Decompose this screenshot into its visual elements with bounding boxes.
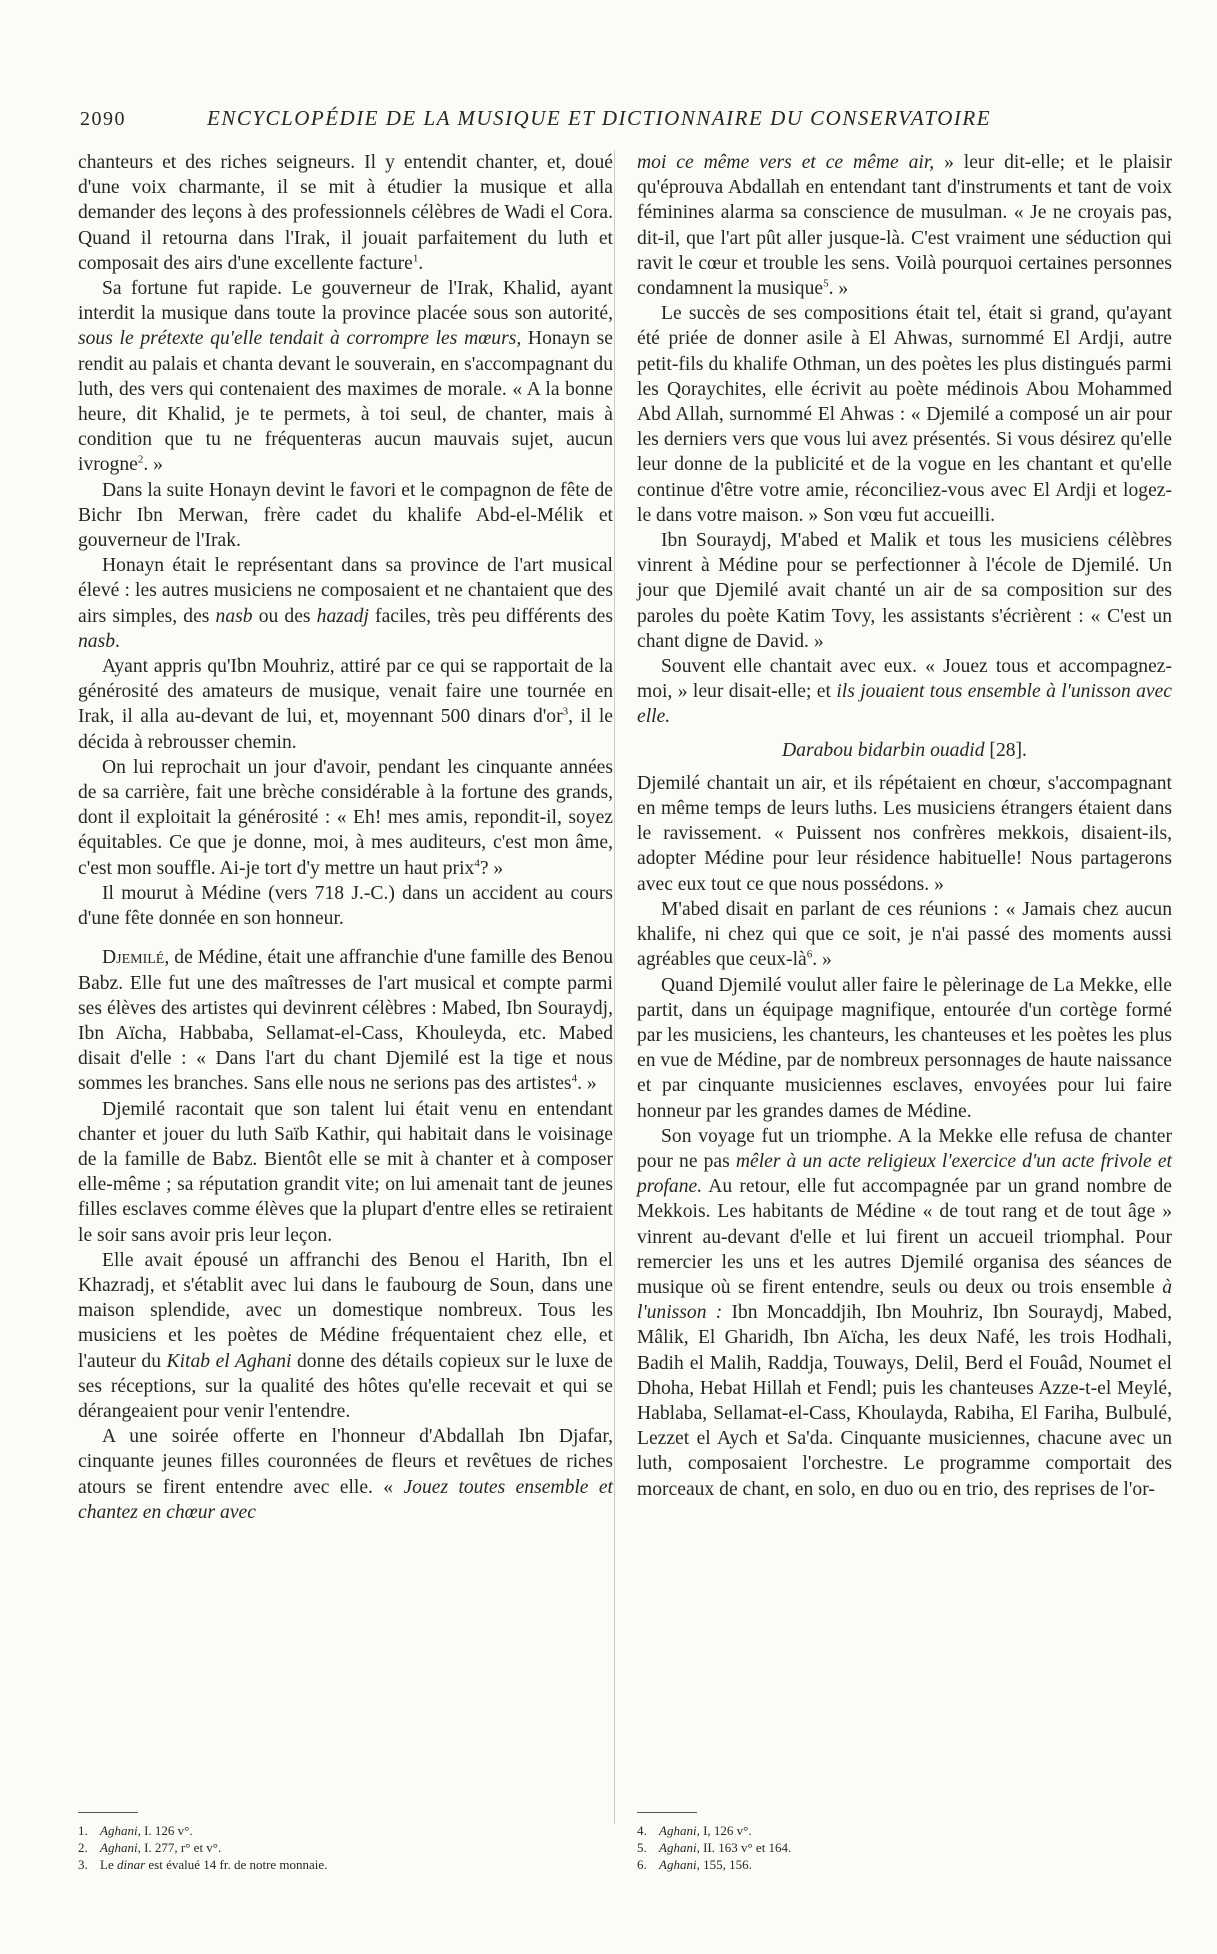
paragraph: Dans la suite Honayn devint le favori et le compagnon de fête de Bichr Ibn Merwan, frère cadet du khalife Abd-el-Mélik et gouverneur de l'Irak. bbox=[78, 479, 613, 552]
paragraph: Sa fortune fut rapide. Le gouverneur de l'Irak, Khalid, ayant interdit la musique dans toute la province placée sous son autorité, sous le prétexte qu'elle tendait à corrompre les mœurs, Honayn se rendit au palais et chanta devant le souverain, en s'accompagnant du luth, des vers qui contenaient des maximes de morale. « A la bonne heure, dit Khalid, je te permets, à toi seul, de chanter, mais à condition que tu ne fréquenteras aucun mauvais sujet, aucun ivrogne$^2$. » bbox=[78, 278, 613, 476]
column-divider bbox=[614, 150, 615, 1824]
footnote-ref[interactable]: 6 bbox=[806, 948, 813, 961]
footnote: 5. Aghani, II. 163 v° et 164. bbox=[637, 1840, 792, 1855]
footnote: 1. Aghani, I. 126 v°. bbox=[78, 1823, 193, 1838]
right-column bbox=[637, 150, 1172, 1502]
paragraph: moi ce même vers et ce même air, » leur dit-elle; et le plaisir qu'éprouva Abdallah en entendant tant d'instruments et tant de voix féminines alarma sa conscience de musulman. « Je ne croyais pas, dit-il, que l'art pût aller jusque-là. C'est vraiment une séduction qui ravit le cœur et trouble les sens. Voilà pourquoi certaines personnes condamnent la musique$^5$. » bbox=[637, 152, 1172, 300]
paragraph: Djemilé racontait que son talent lui était venu en entendant chanter et jouer du luth Saïb Kathir, qui habitait dans le voisinage de la famille de Babz. Bientôt elle se mit à chanter et à composer elle-même ; sa réputation grandit vite; on lui amenait tant de jeunes filles esclaves comme élèves que la plupart d'entre elles se retiraient le soir sans avoir pris leur leçon. bbox=[78, 1098, 613, 1246]
paragraph: Djemilé chantait un air, et ils répétaient en chœur, s'accompagnant en même temps de leurs luths. Les musiciens étrangers étaient dans le ravissement. « Puissent nos confrères mekkois, disaient-ils, adopter Médine pour leur résidence habituelle! Nous partagerons avec eux tout ce que nous possédons. » bbox=[637, 772, 1172, 895]
footnote: 3. Le dinar est évalué 14 fr. de notre monnaie. bbox=[78, 1857, 328, 1872]
footnote-ref[interactable]: 1 bbox=[412, 252, 419, 265]
footnote-ref[interactable]: 4 bbox=[474, 857, 480, 870]
footnote: 4. Aghani, I, 126 v°. bbox=[637, 1823, 752, 1838]
song-title: Darabou bidarbin ouadid [28]. bbox=[782, 739, 1027, 761]
running-title: ENCYCLOPÉDIE DE LA MUSIQUE ET DICTIONNAIRE DU CONSERVATOIRE bbox=[207, 106, 992, 130]
left-column bbox=[78, 150, 613, 1525]
footnote-ref[interactable]: 2 bbox=[137, 453, 144, 466]
paragraph: Quand Djemilé voulut aller faire le pèlerinage de La Mekke, elle partit, dans un équipage magnifique, entourée d'un cortège formé par les musiciens, les chanteurs, les chanteuses et les poètes les plus en vue de Médine, par de nombreux personnages de haute naissance et par cinquante musiciennes esclaves, envoyées pour lui faire honneur par les grandes dames de Médine. bbox=[637, 974, 1172, 1122]
footnotes-left bbox=[78, 1822, 598, 1873]
paragraph: Djemilé, de Médine, était une affranchie d'une famille des Benou Babz. Elle fut une des maîtresses de l'art musical et compte parmi ses élèves des artistes qui devinrent célèbres : Mabed, Ibn Souraydj, Ibn Aïcha, Habbaba, Sellamat-el-Cass, Khouleyda, etc. Mabed disait d'elle : « Dans l'art du chant Djemilé est la tige et nous sommes les branches. Sans elle nous ne serions pas des artistes$^4$. » bbox=[78, 947, 613, 1095]
footnote-ref[interactable]: 5 bbox=[823, 277, 829, 290]
paragraph: Souvent elle chantait avec eux. « Jouez tous et accompagnez-moi, » leur disait-elle; et ils jouaient tous ensemble à l'unisson avec elle. bbox=[637, 656, 1172, 728]
paragraph: A une soirée offerte en l'honneur d'Abdallah Ibn Djafar, cinquante jeunes filles couronnées de fleurs et revêtues de riches atours se firent entendre avec elle. « Jouez toutes ensemble et chantez en chœur avec bbox=[78, 1426, 614, 1523]
paragraph: Il mourut à Médine (vers 718 J.-C.) dans un accident au cours d'une fête donnée en son honneur. bbox=[78, 882, 613, 930]
footnote-separator bbox=[637, 1812, 697, 1813]
paragraph: On lui reprochait un jour d'avoir, pendant les cinquante années de sa carrière, fait une brèche considérable à la fortune des grands, dont il exploitait la générosité : « Eh! mes amis, repondit-il, soyez équitables. Ce que je donne, moi, à mes auditeurs, c'est mon âme, c'est mon souffle. Ai-je tort d'y mettre un haut prix$^4$? » bbox=[78, 756, 613, 879]
footnote: 2. Aghani, I. 277, r° et v°. bbox=[78, 1840, 222, 1855]
entry-heading: Djemilé bbox=[102, 947, 165, 969]
paragraph: Elle avait épousé un affranchi des Benou el Harith, Ibn el Khazradj, et s'établit avec lui dans le faubourg de Soun, dans une maison splendide, avec un domestique nombreux. Tous les musiciens et les poètes de Médine fréquentaient chez elle, et l'auteur du Kitab el Aghani donne des détails copieux sur le luxe de ses réceptions, sur la qualité des hôtes qu'elle recevait et qui se dérangeaient pour venir l'entendre. bbox=[78, 1249, 613, 1422]
paragraph: Son voyage fut un triomphe. A la Mekke elle refusa de chanter pour ne pas mêler à un acte religieux l'exercice d'un acte frivole et profane. Au retour, elle fut accompagnée par un grand nombre de Mekkois. Les habitants de Médine « de tout rang et de tout âge » vinrent au-devant d'elle et lui firent un accueil triomphal. Pour remercier les uns et les autres Djemilé organisa des séances de musique où se firent entendre, seuls ou deux ou trois ensemble à l'unisson : Ibn Moncaddjih, Ibn Mouhriz, Ibn Souraydj, Mabed, Mâlik, El Gharidh, Ibn Aïcha, les deux Nafé, les trois Hodhali, Badih el Malih, Raddja, Touways, Delil, Berd el Fouâd, Noumet el Dhoha, Hebat Hillah et Fendl; puis les chanteuses Azze-t-el Meylé, Hablaba, Sellamat-el-Cass, Khoulayda, Rabiha, El Fariha, Bulbulé, Lezzet el Aych et Sa'da. Cinquante musiciennes, chacune avec un luth, composaient l'orchestre. Le programme comportait des morceaux de chant, en solo, en duo ou en trio, des reprises de l'or- bbox=[637, 1125, 1172, 1500]
footnote-separator bbox=[78, 1812, 138, 1813]
footnote-ref[interactable]: 4 bbox=[571, 1072, 578, 1085]
paragraph: M'abed disait en parlant de ces réunions : « Jamais chez aucun khalife, ni chez qui que ce soit, je n'ai passé des moments aussi agréables que ceux-$là^6$. » bbox=[637, 898, 1172, 971]
paragraph: Ibn Souraydj, M'abed et Malik et tous les musiciens célèbres vinrent à Médine pour se perfectionner à l'école de Djemilé. Un jour que Djemilé avait chanté un air de sa composition sur des paroles du poète Katim Tovy, les assistants s'écrièrent : « C'est un chant digne de David. » bbox=[637, 530, 1172, 652]
footnote: 6. Aghani, 155, 156. bbox=[637, 1857, 752, 1872]
page-header bbox=[70, 104, 1044, 134]
paragraph: Ayant appris qu'Ibn Mouhriz, attiré par ce qui se rapportait de la générosité des amateurs de musique, venait faire une tournée en Irak, il alla au-devant de lui, et, moyennant 500 dinars $d'or^3$, il le décida à rebrousser chemin. bbox=[78, 656, 613, 753]
paragraph: Honayn était le représentant dans sa province de l'art musical élevé : les autres musiciens ne composaient et ne chantaient que des airs simples, des nasb ou des hazadj faciles, très peu différents des nasb. bbox=[78, 555, 613, 652]
paragraph: chanteurs et des riches seigneurs. Il y entendit chanter, et, doué d'une voix charmante, il se mit à étudier la musique et alla demander des leçons à des professionnels célèbres de Wadi el Cora. Quand il retourna dans l'Irak, il jouait parfaitement du luth et composait des airs d'une excellente facture$^1$. bbox=[78, 152, 613, 274]
footnote-ref[interactable]: 3 bbox=[562, 705, 569, 718]
page-number: 2090 bbox=[80, 108, 126, 130]
paragraph: Le succès de ses compositions était tel, était si grand, qu'ayant été priée de donner asile à El Ahwas, surnommé El Ardji, autre petit-fils du khalife Othman, un des poètes les plus distingués parmi les Qoraychites, elle écrivit au poète médinois Abou Mohammed Abd Allah, surnommé El Ahwas : « Djemilé a composé un air pour les derniers vers que vous lui avez présentés. Si vous désirez qu'elle leur donne de la publicité et de la vogue en les chantant et qu'elle continue d'être votre amie, réconciliez-vous avec El Ardji et logez-le dans votre maison. » Son vœu fut accueilli. bbox=[637, 303, 1172, 526]
footnotes-right bbox=[637, 1822, 1157, 1873]
